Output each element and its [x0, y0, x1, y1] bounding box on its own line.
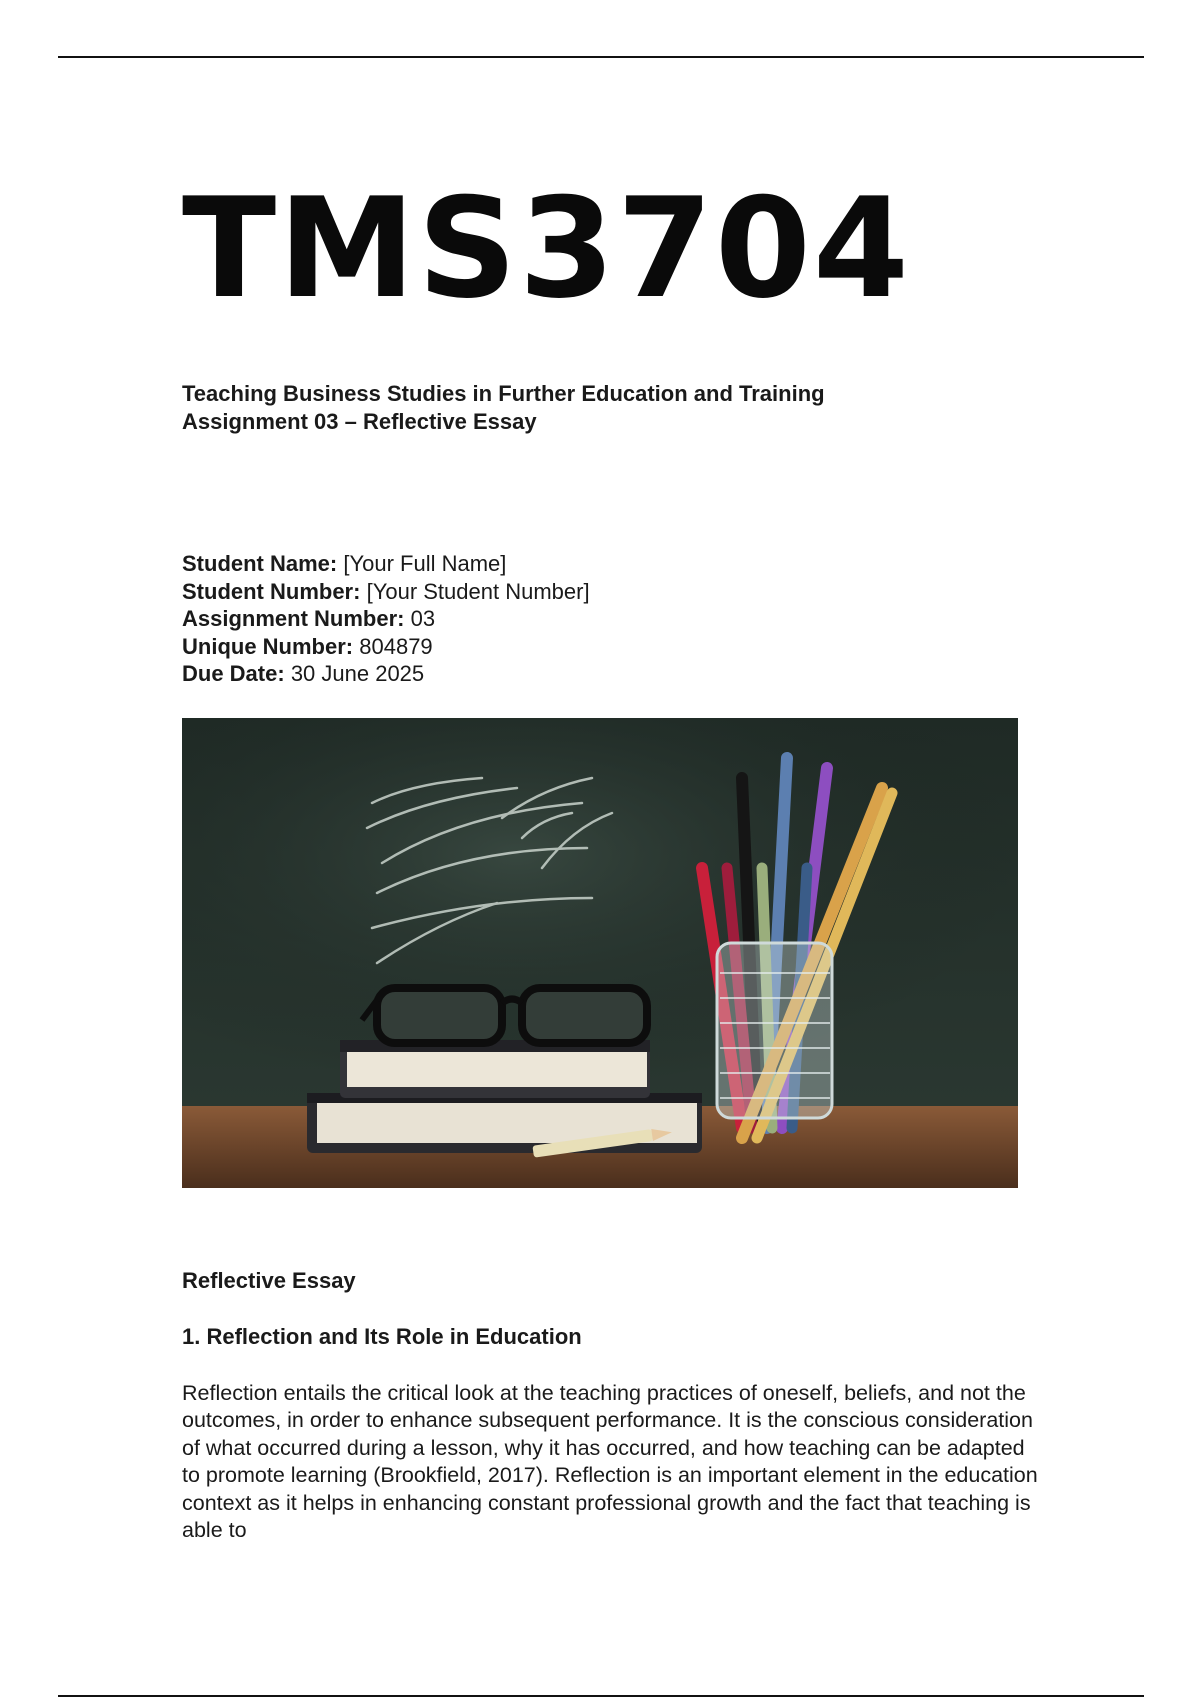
- course-code: TMS3704: [182, 168, 911, 329]
- detail-label: Due Date:: [182, 661, 285, 686]
- detail-label: Unique Number:: [182, 633, 354, 659]
- top-rule: [58, 56, 1144, 58]
- detail-assignment-number: [182, 605, 1042, 633]
- course-title: Teaching Business Studies in Further Education and Training: [182, 381, 825, 406]
- essay-paragraph-1: Reflection entails the critical look at the teaching practices of oneself, beliefs, and not the outcomes, in order to enhance subsequent performance. It is the conscious consideration of what occurred during a lesson, why it has occurred, and how teaching can be adapted to promote learning (Brookfield, 2017). Reflection is an important element in the education context as it helps in enhancing constant professional growth and the fact that teaching is able to: [182, 1380, 1038, 1542]
- detail-value: [Your Full Name]: [343, 551, 507, 576]
- document-page: [182, 168, 1042, 1566]
- essay-heading-1: 1. Reflection and Its Role in Education: [182, 1323, 582, 1349]
- detail-value: 03: [410, 606, 436, 631]
- detail-label: Assignment Number:: [182, 606, 405, 631]
- detail-label: Student Number:: [182, 578, 361, 604]
- detail-unique-number: [182, 633, 1042, 661]
- detail-student-number: [182, 578, 1042, 606]
- chalkboard-pencils-image: [182, 718, 1018, 1188]
- essay-section-title: Reflective Essay: [182, 1267, 356, 1293]
- assignment-title: Assignment 03 – Reflective Essay: [182, 409, 537, 434]
- detail-value: 30 June 2025: [290, 661, 425, 686]
- detail-value: 804879: [359, 633, 433, 659]
- detail-student-name: [182, 550, 1042, 578]
- detail-label: Student Name:: [182, 551, 338, 576]
- bottom-rule: [58, 1695, 1144, 1697]
- student-details: [182, 550, 1042, 688]
- title-block: [182, 380, 1042, 436]
- detail-value: [Your Student Number]: [366, 578, 590, 604]
- detail-due-date: [182, 660, 1042, 688]
